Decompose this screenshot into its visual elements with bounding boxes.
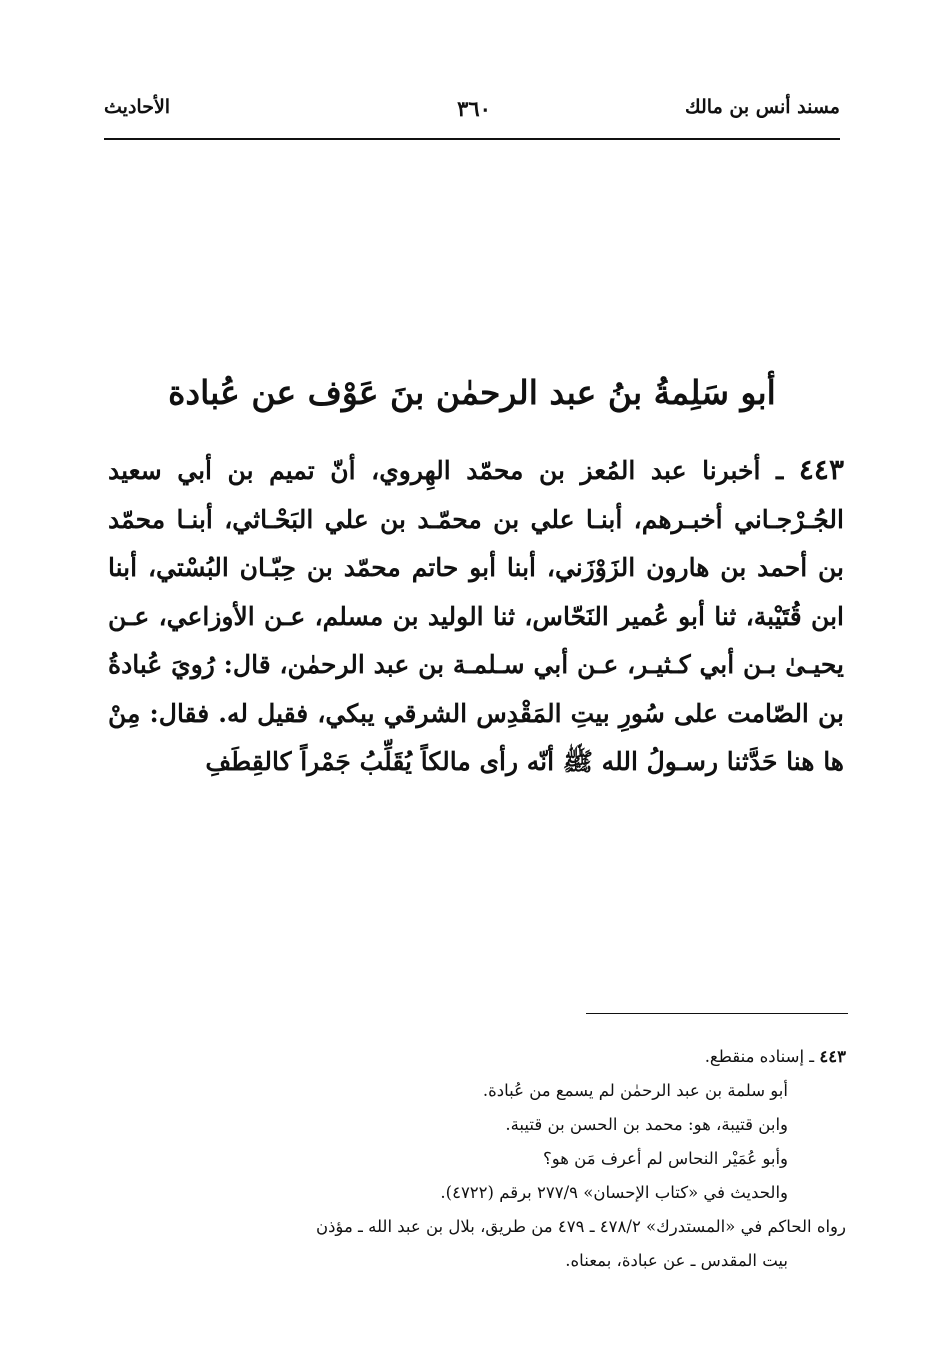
hadith-number: ٤٤٣ — [798, 453, 844, 486]
section-name: الأحاديث — [104, 96, 171, 118]
footnote-line — [126, 1040, 846, 1074]
footnotes — [126, 1040, 846, 1278]
footnote-text: ـ إسناده منقطع. — [704, 1047, 815, 1066]
hadith-text-block — [108, 446, 844, 787]
footnote-line: رواه الحاكم في «المستدرك» ٤٧٨/٢ ـ ٤٧٩ من طريق، بلال بن عبد الله ـ مؤذن — [315, 1217, 846, 1236]
header-divider — [104, 138, 840, 140]
book-title: مسند أنس بن مالك — [685, 96, 840, 118]
footnote-line: وابن قتيبة، هو: محمد بن الحسن بن قتيبة. — [505, 1115, 788, 1134]
footnote-line: والحديث في «كتاب الإحسان» ٢٧٧/٩ برقم (٤٧٢٢). — [440, 1183, 788, 1202]
footnote-line: وأبو عُمَيْر النحاس لم أعرف مَن هو؟ — [542, 1149, 788, 1168]
section-title: أبو سَلِمةُ بنُ عبد الرحمٰن بنَ عَوْف عن عُبادة — [168, 373, 776, 412]
page-number: ٣٦٠ — [457, 96, 491, 121]
footnote-number: ٤٤٣ — [819, 1047, 846, 1066]
footnote-line: بيت المقدس ـ عن عبادة، بمعناه. — [565, 1251, 788, 1270]
hadith-text: ـ أخبرنا عبد المُعز بن محمّد الهِروي، أنّ تميم بن أبي سعيد الجُـرْجـاني أخبـرهم، أبنـا علي بن محمّـد بن علي البَحْـاثي، أبنـا محمّد بن أحمد بن هارون الزَوْزَني، أبنا أبو حاتم محمّد بن حِبّـان البُسْتي، أبنا ابن قُتَيْبة، ثنا أبو عُمير النَحّاس، ثنا الوليد بن مسلم، عـن الأوزاعي، عـن يحيـىٰ بـن أبي كـثيـر، عـن أبي سـلمـة بن عبد الرحمٰن، قال: رُويَ عُبادةُ بن الصّامت على سُورِ بيتِ المَقْدِس الشرقي يبكي، فقيل له. فقال: مِنْ ها هنا حَدَّثنا رسـولُ الله ﷺ أنّه رأى مالكاً يُقَلِّبُ جَمْراً كالقِطَفِ — [108, 456, 844, 776]
footnote-divider — [586, 1013, 848, 1014]
footnote-line: أبو سلمة بن عبد الرحمٰن لم يسمع من عُبادة. — [482, 1081, 788, 1100]
page-header — [104, 96, 840, 136]
